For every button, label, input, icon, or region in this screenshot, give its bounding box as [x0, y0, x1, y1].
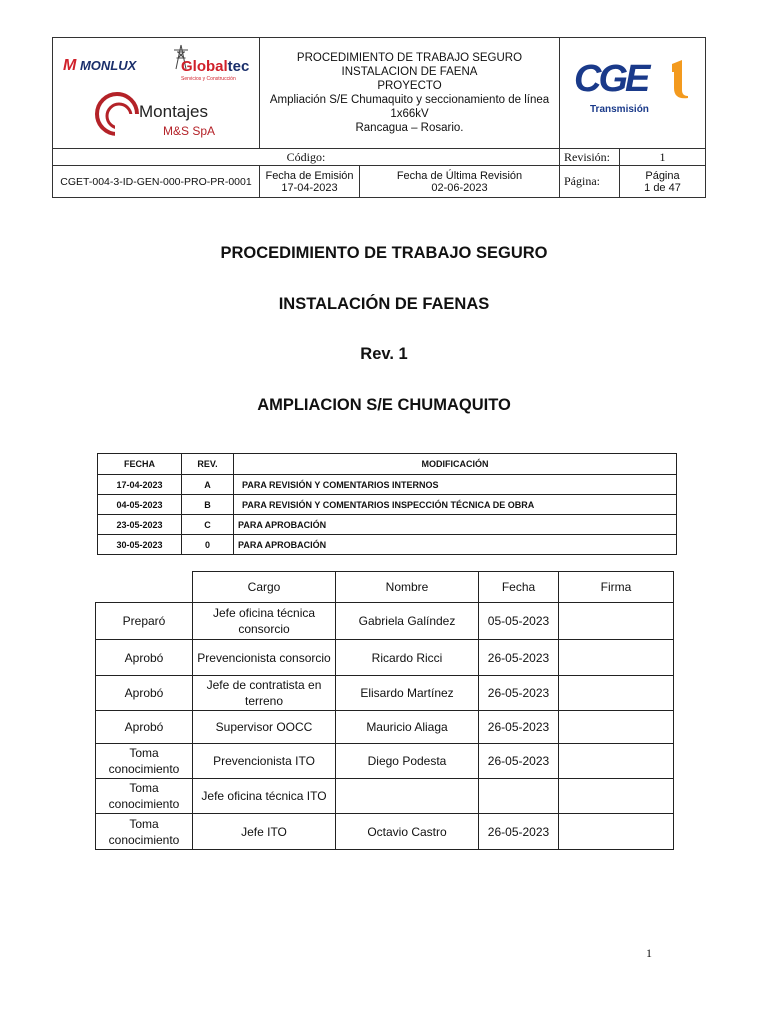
revision-value: 1 — [620, 149, 706, 166]
fecha-revision-value: 02-06-2023 — [431, 181, 488, 194]
montajes-logo-text: Montajes — [139, 102, 208, 121]
empty-corner — [96, 572, 193, 603]
fecha-emision — [260, 166, 360, 198]
sig-cargo: Supervisor OOCC — [193, 711, 336, 744]
sig-nombre: Octavio Castro — [336, 814, 479, 850]
pagina-value — [620, 166, 706, 198]
doc-subtitle: INSTALACIÓN DE FAENAS — [278, 295, 490, 313]
cge-t-mark-icon — [670, 60, 690, 100]
col-header-cargo: Cargo — [193, 572, 336, 603]
rev-date: 17-04-2023 — [98, 475, 182, 495]
sig-nombre: Gabriela Galíndez — [336, 603, 479, 640]
doc-title: PROCEDIMIENTO DE TRABAJO SEGURO — [220, 244, 548, 262]
sig-cargo: Jefe de contratista en terreno — [193, 676, 336, 711]
montajes-swirl-icon — [93, 90, 141, 138]
company-logos — [53, 38, 260, 149]
page-number: 1 — [646, 946, 652, 960]
globaltec-tagline: Servicios y Construcción — [181, 76, 236, 82]
col-header-modificacion: MODIFICACIÓN — [234, 454, 677, 475]
rev-date: 04-05-2023 — [98, 495, 182, 515]
cge-logo-cell — [560, 38, 706, 149]
pagina-label: Página: — [560, 166, 620, 198]
sig-firma — [559, 676, 674, 711]
revision-history-table — [97, 453, 677, 555]
sig-role: Aprobó — [96, 711, 193, 744]
sig-cargo: Jefe oficina técnica consorcio — [193, 603, 336, 640]
rev-description: PARA APROBACIÓN — [234, 535, 677, 555]
fecha-revision — [360, 166, 560, 198]
sig-role: Preparó — [96, 603, 193, 640]
document-header — [52, 37, 706, 198]
header-line: PROYECTO — [377, 80, 442, 92]
rev-description: PARA REVISIÓN Y COMENTARIOS INSPECCIÓN TÉCNICA DE OBRA — [234, 495, 677, 515]
approval-signatures-table — [95, 571, 674, 850]
sig-firma — [559, 814, 674, 850]
table-row — [96, 814, 674, 850]
sig-role: Toma conocimiento — [96, 744, 193, 779]
rev-code: A — [182, 475, 234, 495]
sig-firma — [559, 640, 674, 676]
sig-cargo: Jefe ITO — [193, 814, 336, 850]
table-row — [96, 711, 674, 744]
sig-firma — [559, 711, 674, 744]
table-row — [96, 779, 674, 814]
sig-role: Aprobó — [96, 676, 193, 711]
table-row — [96, 744, 674, 779]
fecha-revision-label: Fecha de Última Revisión — [396, 169, 523, 182]
col-header-firma: Firma — [559, 572, 674, 603]
pagina-count: 1 de 47 — [644, 181, 681, 194]
rev-date: 30-05-2023 — [98, 535, 182, 555]
rev-code: B — [182, 495, 234, 515]
sig-role: Aprobó — [96, 640, 193, 676]
sig-cargo: Prevencionista ITO — [193, 744, 336, 779]
sig-fecha: 26-05-2023 — [479, 744, 559, 779]
globaltec-logo: Globaltec — [181, 58, 250, 75]
sig-cargo: Jefe oficina técnica ITO — [193, 779, 336, 814]
sig-firma — [559, 744, 674, 779]
rev-date: 23-05-2023 — [98, 515, 182, 535]
sig-nombre — [336, 779, 479, 814]
revision-label: Revisión: — [560, 149, 620, 166]
sig-role: Toma conocimiento — [96, 814, 193, 850]
table-row — [96, 676, 674, 711]
cge-logo: CGE — [574, 58, 648, 100]
cge-logo-sub: Transmisión — [590, 104, 649, 115]
table-row — [98, 495, 677, 515]
sig-nombre: Elisardo Martínez — [336, 676, 479, 711]
table-row — [96, 640, 674, 676]
sig-fecha: 26-05-2023 — [479, 640, 559, 676]
header-line: INSTALACION DE FAENA — [341, 66, 478, 78]
sig-fecha — [479, 779, 559, 814]
doc-revision: Rev. 1 — [360, 345, 408, 363]
sig-nombre: Diego Podesta — [336, 744, 479, 779]
fecha-emision-value: 17-04-2023 — [281, 181, 338, 194]
sig-fecha: 26-05-2023 — [479, 676, 559, 711]
header-line: Rancagua – Rosario. — [355, 122, 464, 134]
monlux-logo: M MONLUX — [63, 57, 137, 74]
col-header-nombre: Nombre — [336, 572, 479, 603]
table-row — [98, 535, 677, 555]
table-row — [98, 475, 677, 495]
header-line: Ampliación S/E Chumaquito y seccionamiento de línea 1x66kV — [269, 94, 550, 120]
doc-project: AMPLIACION S/E CHUMAQUITO — [257, 396, 511, 414]
col-header-fecha: FECHA — [98, 454, 182, 475]
pagina-value-label: Página — [645, 169, 680, 182]
rev-code: 0 — [182, 535, 234, 555]
fecha-emision-label: Fecha de Emisión — [265, 169, 354, 182]
sig-firma — [559, 779, 674, 814]
table-row — [96, 603, 674, 640]
col-header-rev: REV. — [182, 454, 234, 475]
sig-firma — [559, 603, 674, 640]
col-header-fecha: Fecha — [479, 572, 559, 603]
header-project-title — [260, 38, 560, 149]
table-row — [98, 515, 677, 535]
codigo-label: Código: — [53, 149, 560, 166]
header-line: PROCEDIMIENTO DE TRABAJO SEGURO — [296, 52, 523, 64]
sig-fecha: 26-05-2023 — [479, 814, 559, 850]
rev-description: PARA APROBACIÓN — [234, 515, 677, 535]
rev-description: PARA REVISIÓN Y COMENTARIOS INTERNOS — [234, 475, 677, 495]
sig-role: Toma conocimiento — [96, 779, 193, 814]
sig-cargo: Prevencionista consorcio — [193, 640, 336, 676]
sig-nombre: Mauricio Aliaga — [336, 711, 479, 744]
montajes-logo-sub: M&S SpA — [163, 124, 216, 138]
sig-fecha: 05-05-2023 — [479, 603, 559, 640]
sig-fecha: 26-05-2023 — [479, 711, 559, 744]
rev-code: C — [182, 515, 234, 535]
codigo-value: CGET-004-3-ID-GEN-000-PRO-PR-0001 — [53, 166, 260, 198]
sig-nombre: Ricardo Ricci — [336, 640, 479, 676]
